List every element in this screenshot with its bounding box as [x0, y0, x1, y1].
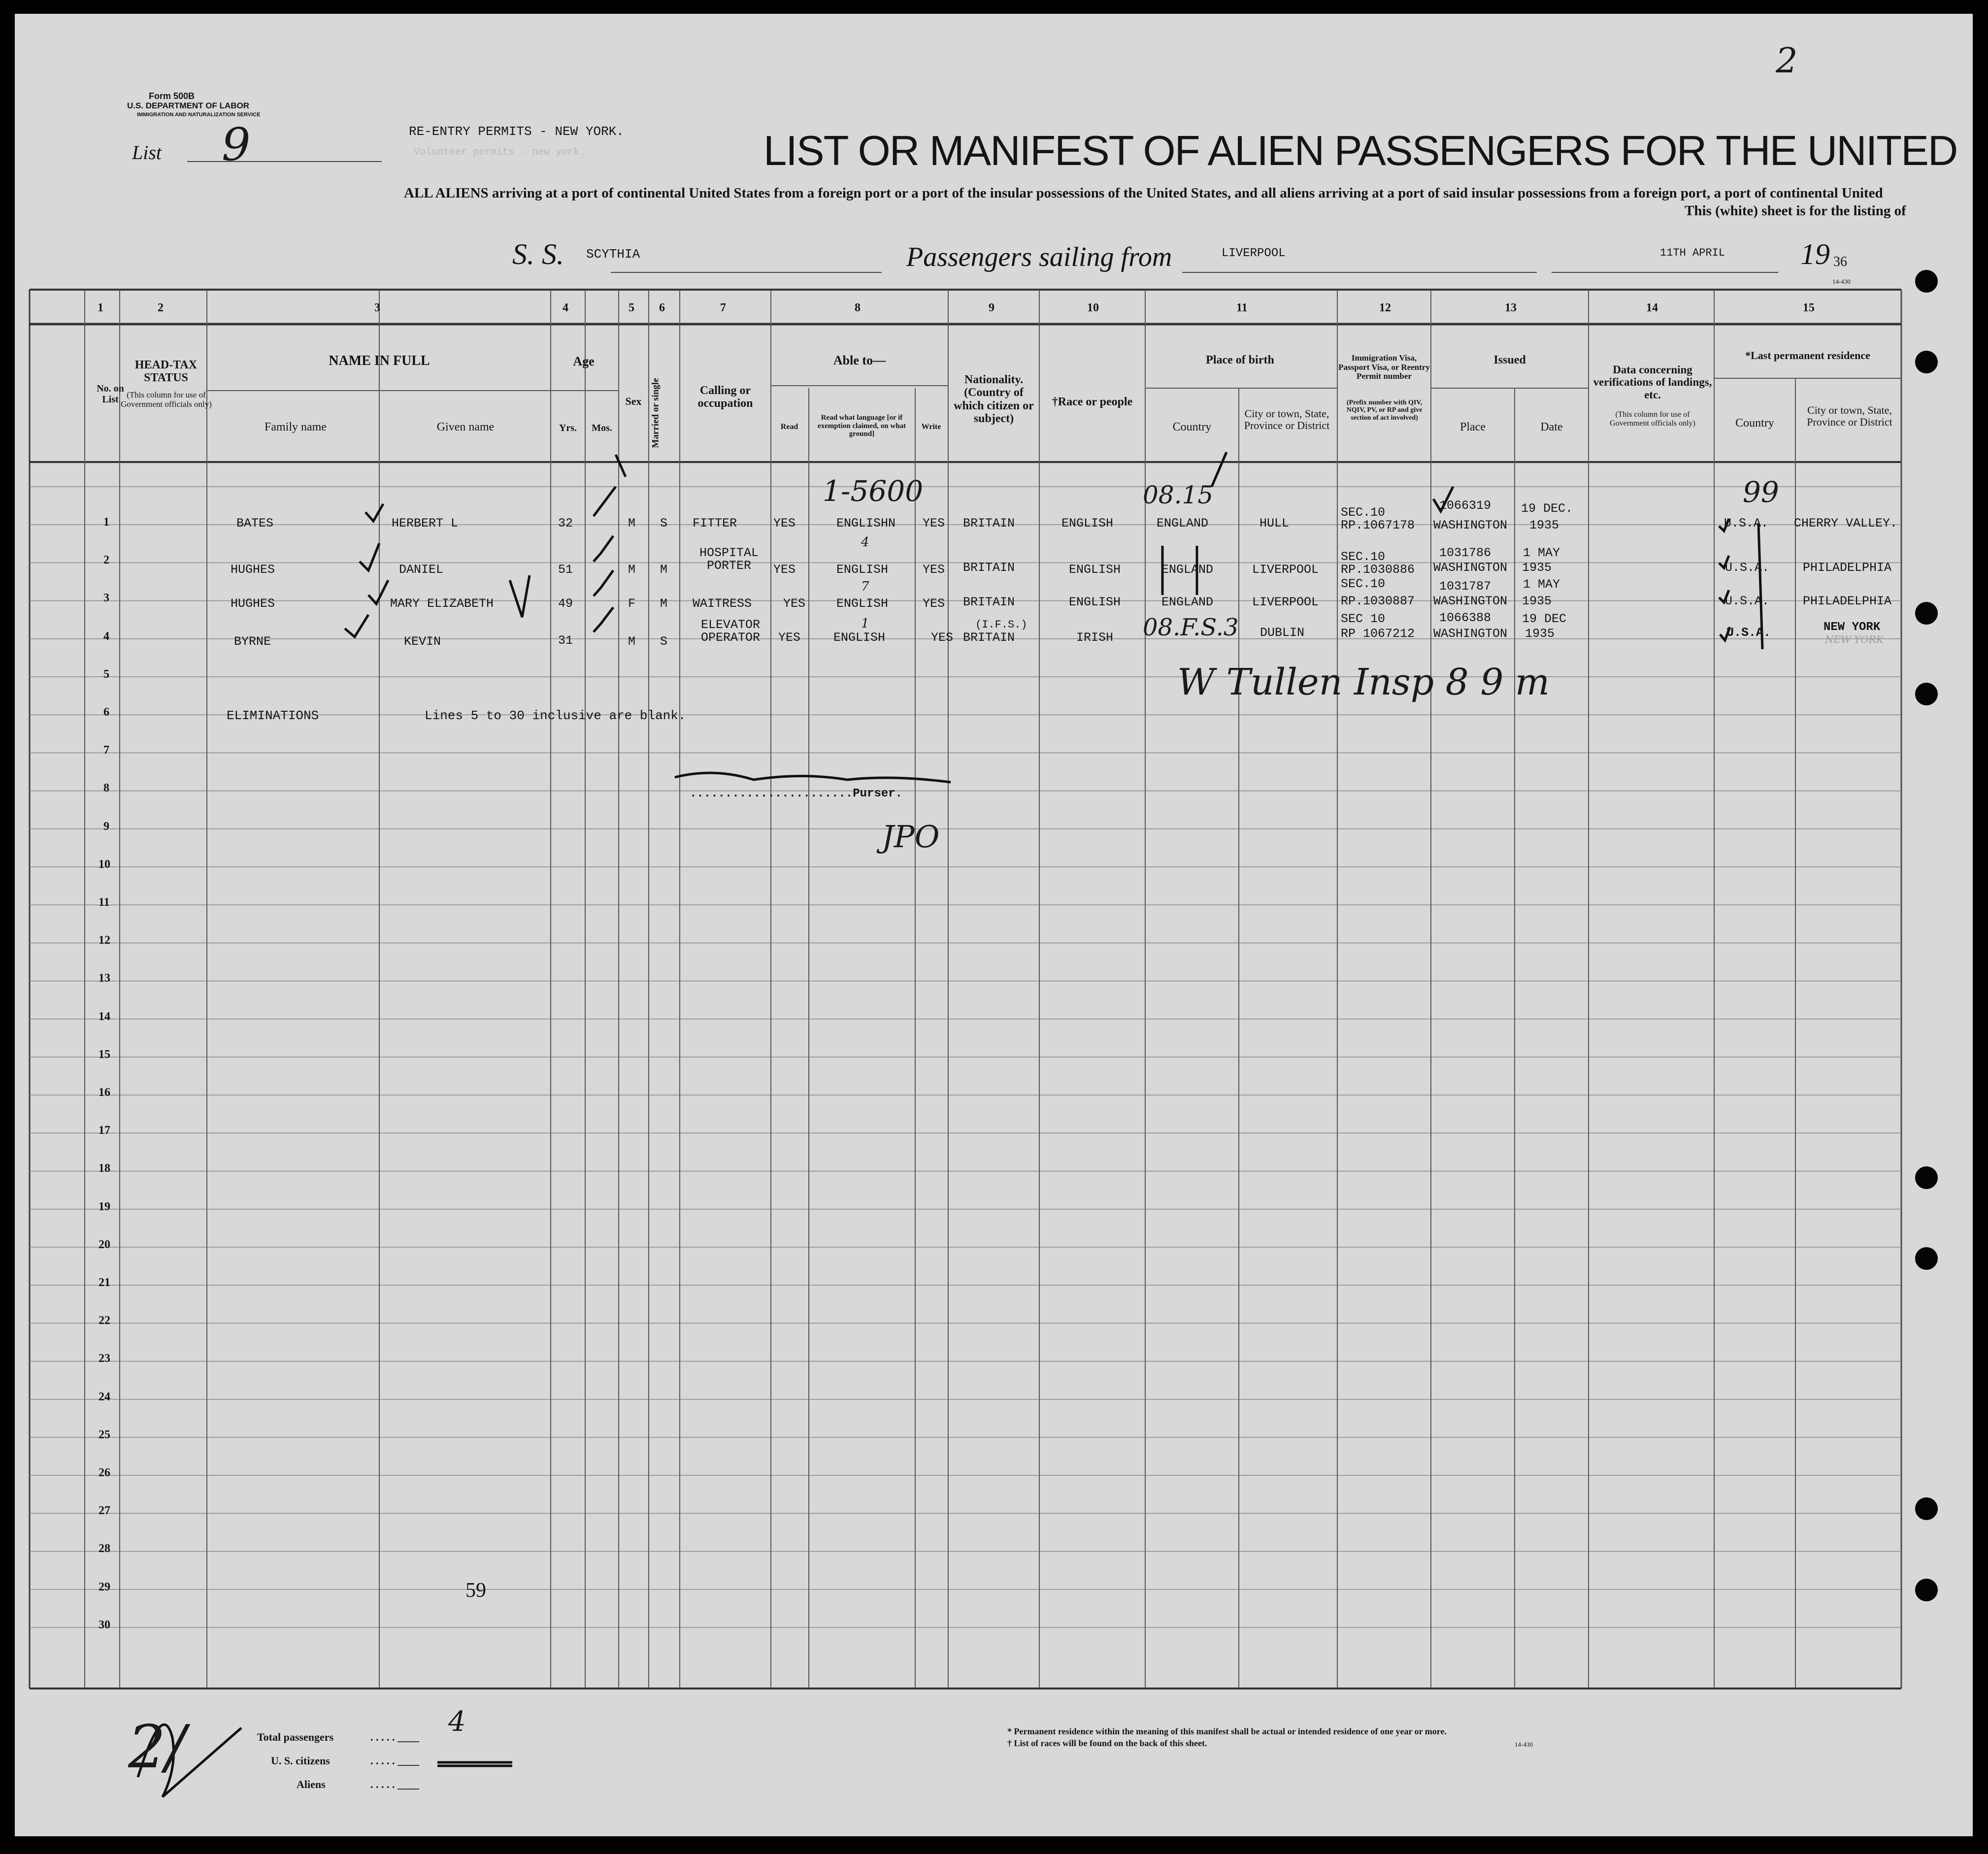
can-read: YES — [773, 516, 796, 530]
header-res-city: City or town, State, Province or District — [1807, 404, 1892, 429]
column-number: 9 — [989, 301, 994, 314]
race: IRISH — [1076, 630, 1114, 645]
line-number: 21 — [99, 1276, 110, 1289]
issued-number: 1066388 — [1439, 611, 1491, 625]
line-number: 13 — [99, 972, 110, 985]
purser-signature — [675, 773, 951, 782]
language: ENGLISH — [833, 630, 886, 645]
language-mark-2: 4 — [861, 535, 869, 550]
occupation: WAITRESS — [693, 596, 752, 611]
line-number: 19 — [99, 1200, 110, 1213]
line-number: 25 — [99, 1428, 110, 1441]
table-grid — [15, 14, 1973, 1836]
inspector-signature: W Tullen Insp 8 9 m — [1177, 661, 1550, 703]
punch-hole — [1915, 602, 1938, 625]
line-number: 30 — [99, 1618, 110, 1631]
race: ENGLISH — [1061, 516, 1114, 530]
visa-number: RP.1030887 — [1341, 594, 1415, 608]
birth-country: ENGLAND — [1157, 516, 1209, 530]
column-number: 2 — [158, 301, 164, 314]
column-number: 15 — [1803, 301, 1815, 314]
age-years: 31 — [558, 633, 573, 648]
header-data-concerning: Data concerning verifications of landings, etc. — [1593, 364, 1712, 401]
sex: M — [628, 563, 636, 577]
line-number: 1 — [103, 516, 109, 529]
us-citizens-label: U. S. citizens — [271, 1755, 330, 1767]
issued-date: 19 DEC. — [1521, 501, 1573, 516]
line-number: 4 — [103, 629, 109, 643]
column-number: 11 — [1236, 301, 1248, 314]
nationality: BRITAIN — [963, 516, 1015, 530]
race: ENGLISH — [1069, 563, 1121, 577]
sex: M — [628, 634, 636, 649]
check-mark — [365, 504, 383, 521]
form-number: Form 500B — [149, 91, 195, 101]
page-stamp: 59 — [465, 1579, 486, 1602]
issued-place: WASHINGTON — [1433, 627, 1508, 641]
header-res-country: Country — [1735, 417, 1774, 430]
column-number: 3 — [374, 301, 380, 314]
language: ENGLISH — [836, 596, 889, 611]
line-number: 15 — [99, 1048, 110, 1061]
birth-city: HULL — [1259, 516, 1290, 530]
us-citizens-dots: . . . . . ____ — [370, 1755, 419, 1767]
residence-country: U.S.A. — [1726, 626, 1771, 640]
column-number: 14 — [1646, 301, 1658, 314]
column-number: 8 — [855, 301, 861, 314]
year-prefix: 19 — [1800, 238, 1830, 270]
visa-number: RP.1030886 — [1341, 563, 1415, 577]
check-mark — [360, 543, 379, 570]
line-number: 29 — [99, 1580, 110, 1593]
header-issued-place: Place — [1460, 421, 1486, 433]
header-no-on-list: No. on List — [97, 383, 124, 405]
column-number: 7 — [720, 301, 726, 314]
header-data-note: (This column for use of Government officials only) — [1610, 410, 1695, 428]
punch-hole — [1915, 351, 1938, 373]
visa-section: SEC 10 — [1341, 612, 1386, 626]
issued-year: 1935 — [1529, 518, 1559, 532]
issued-number: 1066319 — [1439, 498, 1491, 513]
column-number: 5 — [629, 301, 634, 314]
line-number: 23 — [99, 1352, 110, 1365]
column-number: 12 — [1379, 301, 1391, 314]
family-name: HUGHES — [231, 596, 275, 611]
list-label: List — [132, 141, 162, 164]
family-name: BATES — [236, 516, 274, 530]
issued-year: 1935 — [1522, 594, 1552, 608]
column-number: 6 — [659, 301, 665, 314]
line-number: 7 — [103, 744, 109, 757]
line-number: 9 — [103, 820, 109, 833]
total-passengers-label: Total passengers — [257, 1731, 334, 1743]
language-mark-3: 7 — [861, 579, 869, 594]
check-mark — [368, 580, 388, 604]
column-number: 10 — [1087, 301, 1099, 314]
family-name: BYRNE — [234, 634, 271, 649]
given-name: KEVIN — [404, 634, 441, 649]
header-birth-city: City or town, State, Province or District — [1244, 407, 1330, 432]
visa-section: SEC.10 — [1341, 505, 1386, 520]
punch-hole — [1915, 270, 1938, 293]
department-label: U.S. DEPARTMENT OF LABOR — [127, 101, 250, 110]
check-mark — [1212, 452, 1226, 487]
line-number: 18 — [99, 1162, 110, 1175]
nationality: BRITAIN — [963, 595, 1015, 609]
header-issued-date: Date — [1540, 421, 1563, 433]
race: ENGLISH — [1069, 595, 1121, 609]
residence-country: U.S.A. — [1725, 561, 1770, 575]
subtitle-line-2: This (white) sheet is for the listing of — [1685, 203, 1906, 219]
given-name: MARY ELIZABETH — [390, 596, 494, 611]
header-head-tax-note: (This column for use of Government officials only) — [121, 390, 212, 409]
header-place-of-birth: Place of birth — [1206, 354, 1274, 366]
residence-code: 99 — [1743, 475, 1779, 509]
can-write: YES — [923, 596, 945, 611]
nationality: BRITAIN — [963, 630, 1015, 645]
age-years: 32 — [558, 516, 573, 530]
line-number: 24 — [99, 1390, 110, 1403]
line-number: 3 — [103, 592, 109, 605]
check-mark — [616, 455, 626, 477]
line-number: 8 — [103, 782, 109, 795]
service-label: IMMIGRATION AND NATURALIZATION SERVICE — [137, 112, 261, 118]
marital-status: S — [660, 516, 668, 530]
line-number: 20 — [99, 1238, 110, 1251]
port-name: LIVERPOOL — [1222, 247, 1286, 260]
line-number: 6 — [103, 706, 109, 719]
aliens-dots: . . . . . ____ — [370, 1778, 419, 1790]
punch-hole — [1915, 1247, 1938, 1270]
can-read: YES — [773, 563, 796, 577]
age-years: 51 — [558, 563, 573, 577]
residence-city: PHILADELPHIA — [1803, 594, 1892, 608]
age-years: 49 — [558, 596, 573, 611]
birth-country: ENGLAND — [1161, 563, 1214, 577]
birth-city: LIVERPOOL — [1252, 595, 1319, 609]
aliens-label: Aliens — [297, 1778, 326, 1790]
footnote-races: † List of races will be found on the back of this sheet. — [1007, 1738, 1207, 1748]
subtitle-line-1: ALL ALIENS arriving at a port of continental United States from a foreign port or a port of the insular possessions of the United States, and all aliens arriving at a port of said insular possessions from a foreign port, a port of continental United — [404, 185, 1883, 201]
column-number: 13 — [1505, 301, 1517, 314]
issued-year: 1935 — [1522, 561, 1552, 575]
issued-place: WASHINGTON — [1433, 594, 1508, 608]
language: ENGLISHN — [836, 516, 896, 530]
header-nationality: Nationality. (Country of which citizen or subject) — [954, 373, 1034, 426]
language: ENGLISH — [836, 563, 889, 577]
residence-country: U.S.A. — [1724, 516, 1769, 530]
footnote-residence: * Permanent residence within the meaning of this manifest shall be actual or intended residence of one year or more. — [1007, 1726, 1447, 1736]
line-number: 2 — [103, 554, 109, 567]
year-suffix: 36 — [1833, 254, 1847, 269]
line-number: 10 — [99, 858, 110, 871]
given-name: HERBERT L — [392, 516, 459, 530]
eliminations-label: ELIMINATIONS — [227, 708, 319, 723]
birth-code-4: 08.F.S.3 — [1143, 614, 1239, 641]
punch-hole — [1915, 1166, 1938, 1189]
header-sex: Sex — [625, 395, 642, 407]
header-last-residence: *Last permanent residence — [1745, 349, 1870, 362]
issued-year: 1935 — [1525, 627, 1555, 641]
visa-section: SEC.10 — [1341, 577, 1386, 591]
footnote-code: 14-430 — [1515, 1741, 1533, 1748]
visa-number: RP.1067178 — [1341, 518, 1415, 532]
header-name-in-full: NAME IN FULL — [329, 353, 430, 368]
line-number: 17 — [99, 1124, 110, 1137]
can-write: YES — [923, 563, 945, 577]
mary-mark — [510, 575, 530, 617]
occupation: FITTER — [693, 516, 737, 530]
language-code: 1-5600 — [823, 474, 924, 508]
nationality: BRITAIN — [963, 561, 1015, 575]
column-number: 4 — [563, 301, 568, 314]
header-married: Married or single — [650, 378, 661, 448]
corner-mark: 2/ — [128, 1713, 186, 1782]
check-mark — [594, 607, 613, 632]
line-number: 14 — [99, 1010, 110, 1023]
can-write: YES — [931, 630, 954, 645]
sailing-label: Passengers sailing from — [906, 242, 1172, 272]
family-name: HUGHES — [231, 563, 275, 577]
header-write: Write — [921, 423, 941, 431]
marital-status: M — [660, 563, 668, 577]
line-number: 11 — [99, 896, 110, 909]
sailing-date: 11TH APRIL — [1660, 247, 1725, 259]
check-mark — [594, 536, 613, 562]
issued-number: 1031786 — [1439, 546, 1491, 560]
header-able-to: Able to— — [833, 353, 886, 367]
punch-hole — [1915, 1497, 1938, 1520]
blank-lines-note: Lines 5 to 30 inclusive are blank. — [425, 708, 686, 723]
ss-label: S. S. — [512, 238, 564, 270]
line-number: 26 — [99, 1466, 110, 1479]
marital-status: S — [660, 634, 668, 649]
can-read: YES — [783, 596, 806, 611]
issued-place: WASHINGTON — [1433, 561, 1508, 575]
check-mark — [594, 487, 616, 516]
line-number: 5 — [103, 667, 109, 681]
manifest-sheet — [15, 14, 1973, 1836]
residence-city: CHERRY VALLEY. — [1794, 516, 1898, 530]
issued-date: 1 MAY — [1523, 577, 1560, 592]
residence-city: PHILADELPHIA — [1803, 561, 1892, 575]
header-mos: Mos. — [592, 423, 612, 433]
form-code-top: 14-430 — [1832, 278, 1851, 285]
ship-name: SCYTHIA — [586, 247, 640, 262]
sex: F — [628, 596, 636, 611]
residence-city: NEW YORK — [1823, 621, 1881, 634]
line-number: 22 — [99, 1314, 110, 1327]
line-number: 27 — [99, 1504, 110, 1518]
can-read: YES — [778, 630, 801, 645]
visa-section: SEC.10 — [1341, 550, 1386, 564]
manifest-title: LIST OR MANIFEST OF ALIEN PASSENGERS FOR THE UNITED — [763, 128, 1957, 174]
line-number: 28 — [99, 1542, 110, 1556]
header-family-name: Family name — [265, 421, 327, 433]
header-head-tax: HEAD-TAX STATUS — [134, 359, 198, 385]
marital-status: M — [660, 596, 668, 611]
column-number: 1 — [98, 301, 103, 314]
total-passengers-dots: . . . . . ____ — [370, 1731, 419, 1743]
header-visa-note: (Prefix number with QIV, NQIV, PV, or RP and give section of act involved) — [1346, 399, 1423, 422]
purser-line: .......................Purser. — [690, 787, 903, 800]
line-number: 16 — [99, 1086, 110, 1099]
header-visa: Immigration Visa, Passport Visa, or Reentry Permit number — [1338, 353, 1430, 381]
header-yrs: Yrs. — [559, 423, 577, 433]
page-mark: 2 — [1776, 40, 1798, 81]
can-write: YES — [923, 516, 945, 530]
issued-place: WASHINGTON — [1433, 518, 1508, 532]
permit-note: RE-ENTRY PERMITS - NEW YORK. — [409, 124, 624, 139]
visa-number: RP 1067212 — [1341, 627, 1415, 641]
header-birth-country: Country — [1172, 421, 1212, 433]
residence-country: U.S.A. — [1725, 594, 1770, 608]
header-age: Age — [573, 354, 595, 368]
given-name: DANIEL — [399, 563, 444, 577]
birth-city: LIVERPOOL — [1252, 563, 1319, 577]
header-issued: Issued — [1493, 354, 1526, 366]
birth-city: DUBLIN — [1260, 626, 1305, 640]
residence-city-faint: NEW YORK — [1825, 633, 1884, 645]
faint-note: Volunteer permits - new york. — [414, 147, 586, 158]
language-mark-4: 1 — [861, 616, 869, 631]
birth-country: ENGLAND — [1161, 595, 1214, 609]
header-calling: Calling or occupation — [697, 384, 753, 410]
issued-number: 1031787 — [1439, 579, 1491, 594]
birth-code-1: 08.15 — [1143, 481, 1214, 509]
line-number: 12 — [99, 934, 110, 947]
occupation: HOSPITAL PORTER — [699, 546, 759, 573]
header-given-name: Given name — [436, 421, 495, 433]
issued-date: 1 MAY — [1523, 546, 1560, 560]
punch-hole — [1915, 683, 1938, 705]
total-handwritten: 4 — [448, 1706, 466, 1738]
purser-initials: JPO — [882, 819, 940, 855]
header-read-language: Read what language [or if exemption claimed, on what ground] — [817, 414, 906, 438]
check-mark — [345, 615, 368, 637]
check-mark — [594, 570, 613, 596]
list-number: 9 — [222, 118, 251, 171]
issued-date: 19 DEC — [1522, 612, 1567, 626]
sex: M — [628, 516, 636, 530]
punch-hole — [1915, 1579, 1938, 1601]
occupation: ELEVATOR OPERATOR — [700, 618, 761, 645]
header-race: †Race or people — [1052, 396, 1133, 408]
nationality-note: (I.F.S.) — [975, 619, 1027, 631]
header-read: Read — [780, 423, 798, 431]
